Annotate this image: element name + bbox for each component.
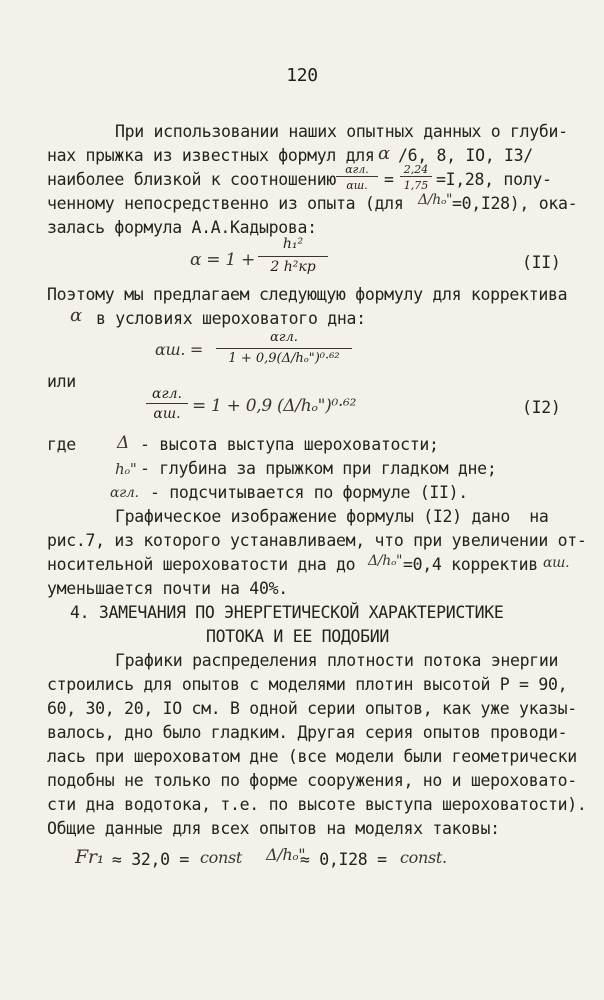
alpha-symbol-2: α xyxy=(70,305,82,326)
where-def1: - высота выступа шероховатости; xyxy=(140,435,439,454)
formula12-denominator: αш. xyxy=(153,406,181,422)
formula11-numerator: h₁² xyxy=(282,236,304,252)
where-def2: - глубина за прыжком при гладком дне; xyxy=(140,459,497,478)
formula-ash-fraction xyxy=(216,330,352,367)
gde-word: где xyxy=(47,435,76,454)
ratio-numerator: αгл. xyxy=(345,163,369,176)
alpha-gl-symbol: αгл. xyxy=(110,485,139,501)
formula-ash-denominator: 1 + 0,9(Δ/hₒ")⁰·⁶² xyxy=(228,351,340,366)
formula11-fraction xyxy=(258,236,328,276)
p4-line6: подобны не только по форме сооружения, но и шероховато- xyxy=(47,771,577,790)
formula12-numerator: αгл. xyxy=(152,386,182,402)
formula12-fraction xyxy=(146,386,188,422)
formula-ash-lhs: αш. = xyxy=(155,340,204,359)
formula-ash-numerator: αгл. xyxy=(270,330,298,345)
ratio-dk-2: Δ/hₒ" xyxy=(368,553,403,569)
formula12-bar xyxy=(146,403,188,404)
formula11-number: (II) xyxy=(522,253,561,272)
p4-line5: лась при шероховатом дне (все модели были геометрически xyxy=(47,747,577,766)
formula11-bar xyxy=(258,256,328,257)
ratio-values-fraction xyxy=(398,163,434,192)
equals-sign: = xyxy=(384,170,394,189)
p2-line1: Поэтому мы предлагаем следующую формулу для корректива xyxy=(47,285,568,304)
delta-symbol: Δ xyxy=(117,433,129,453)
p1-line5: залась формула А.А.Кадырова: xyxy=(47,218,317,237)
alpha-sh-symbol: αш. xyxy=(543,555,570,571)
formula12-number: (I2) xyxy=(522,398,561,417)
p1-line2a: нах прыжка из известных формул для xyxy=(47,146,375,165)
froude-symbol: Fr₁ xyxy=(75,846,104,868)
h0-symbol: hₒ" xyxy=(115,460,137,478)
p3-line3a: носительной шероховатости дна до xyxy=(47,555,356,574)
ratio-values-bar xyxy=(400,176,432,177)
froude-value: ≈ 32,0 = xyxy=(112,850,190,869)
p4-line4: валось, дно было гладким. Другая серия опытов проводи- xyxy=(47,723,568,742)
const-label-1: const xyxy=(200,848,243,867)
p2-line2: в условиях шероховатого дна: xyxy=(96,309,366,328)
ratio-final-value: ≈ 0,I28 = xyxy=(300,850,387,869)
p1-line4b: =0,I28), ока- xyxy=(452,194,578,213)
where-def3: - подсчитывается по формуле (II). xyxy=(150,483,468,502)
formula11-lhs: α = 1 + xyxy=(190,250,255,270)
ratio-denominator: αш. xyxy=(346,179,368,192)
p3-line3b: =0,4 корректив xyxy=(403,555,538,574)
p4-line8: Общие данные для всех опытов на моделях таковы: xyxy=(47,819,500,838)
formula12-rhs: = 1 + 0,9 (Δ/hₒ")⁰·⁶² xyxy=(192,396,357,416)
ratio-fraction xyxy=(334,163,380,192)
page-number: 120 xyxy=(286,65,318,86)
ratio-dk-final: Δ/hₒ" xyxy=(266,845,306,864)
ratio-bar xyxy=(336,176,378,177)
section-title-line1: 4. ЗАМЕЧАНИЯ ПО ЭНЕРГЕТИЧЕСКОЙ ХАРАКТЕРИСТИКЕ xyxy=(70,603,504,622)
p1-line3b: =I,28, полу- xyxy=(436,170,552,189)
p3-line4: уменьшается почти на 40%. xyxy=(47,579,288,598)
ili-word: или xyxy=(47,372,76,391)
p1-line4a: ченному непосредственно из опыта (для xyxy=(47,194,404,213)
p3-line2: рис.7, из которого устанавливаем, что при увеличении от- xyxy=(47,531,587,550)
p4-line2: строились для опытов с моделями плотин высотой P = 90, xyxy=(47,675,568,694)
section-title-line2: ПОТОКА И ЕЕ ПОДОБИИ xyxy=(206,627,390,646)
ratio-value-numerator: 2,24 xyxy=(403,163,429,176)
p1-line3a: наиболее близкой к соотношению xyxy=(47,170,337,189)
formula11-denominator: 2 h²кр xyxy=(270,259,316,275)
p3-line1: Графическое изображение формулы (I2) дано на xyxy=(115,507,549,526)
alpha-symbol: α xyxy=(378,143,390,164)
ratio-value-denominator: 1,75 xyxy=(403,179,429,192)
ratio-dk: Δ/hₒ" xyxy=(418,192,453,208)
formula-ash-bar xyxy=(216,348,352,349)
p1-line1: При использовании наших опытных данных о глуби- xyxy=(115,122,568,141)
const-label-2: const. xyxy=(400,848,447,867)
p4-line3: 60, 30, 20, IO см. В одной серии опытов, как уже указы- xyxy=(47,699,577,718)
p4-line1: Графики распределения плотности потока энергии xyxy=(115,651,559,670)
p1-line2b: /6, 8, IO, I3/ xyxy=(398,146,533,165)
p4-line7: сти дна водотока, т.е. по высоте выступа шероховатости). xyxy=(47,795,587,814)
